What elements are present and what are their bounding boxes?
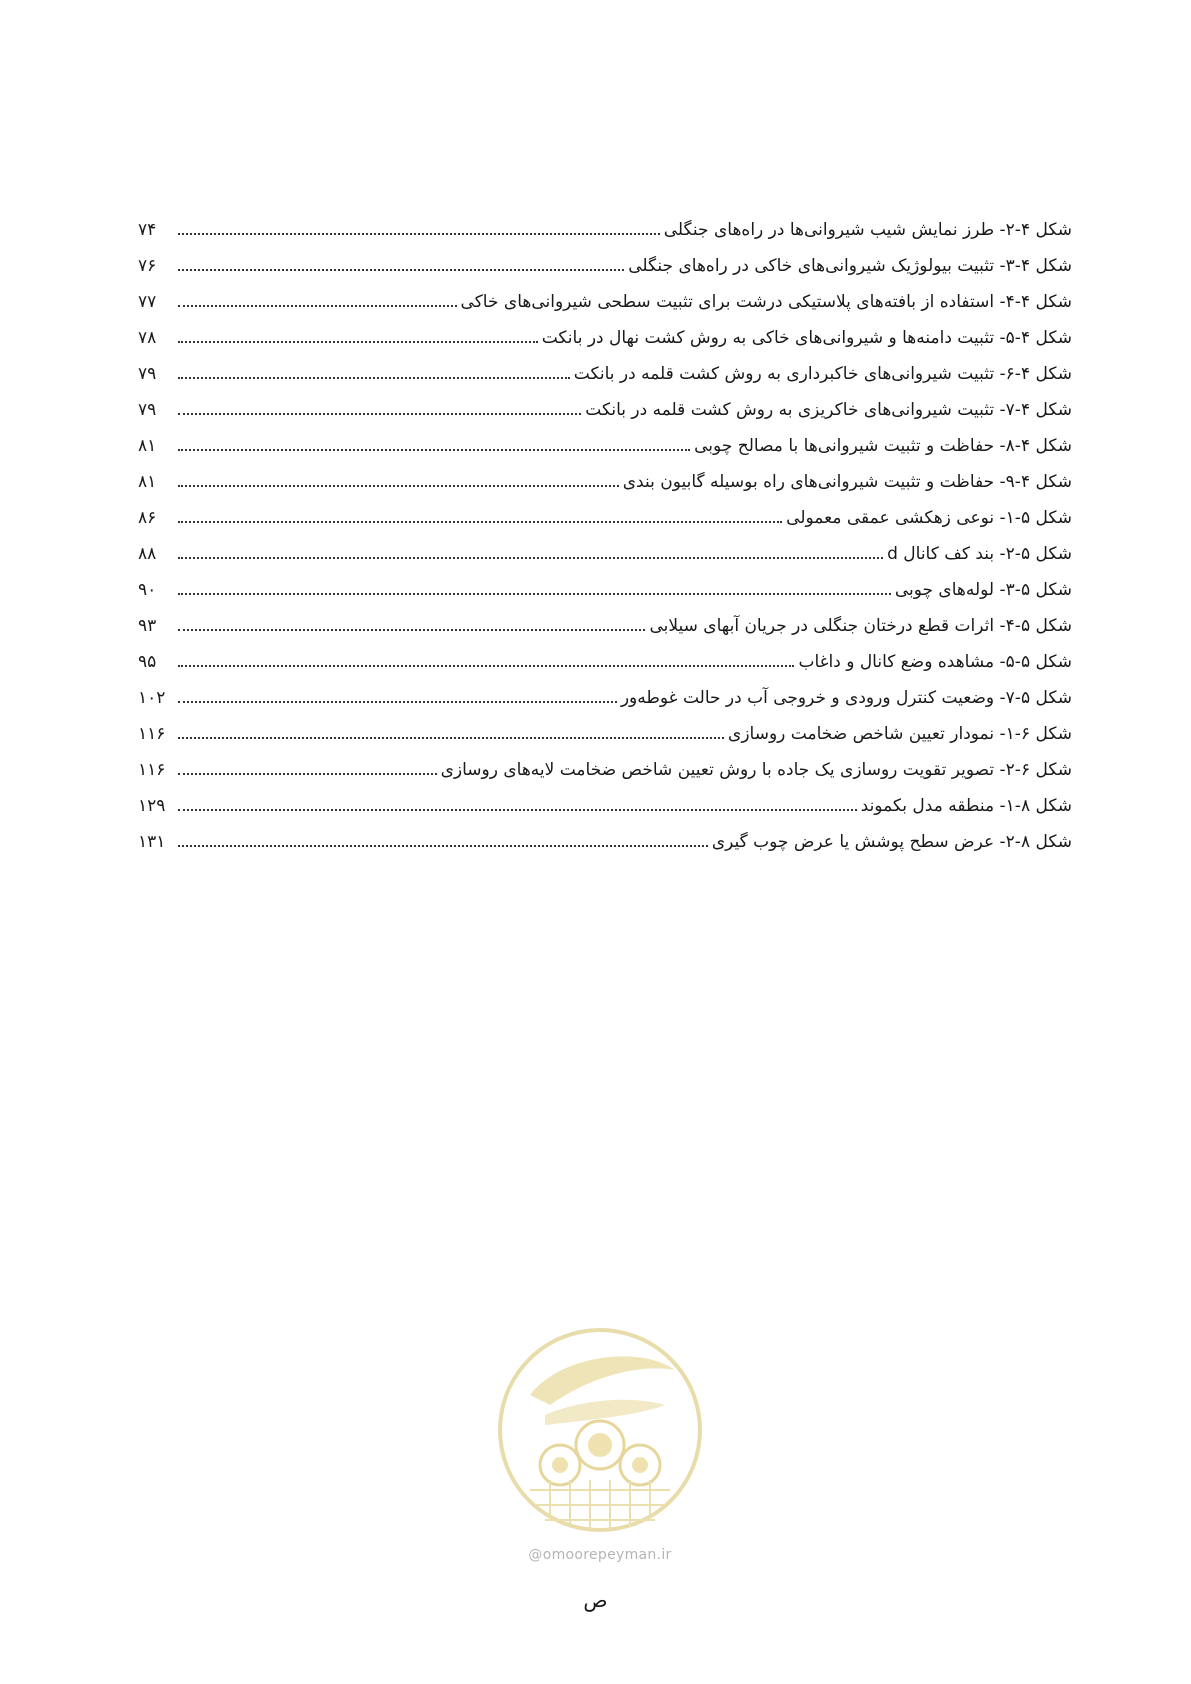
toc-entry-caption: شکل ۵-۲- بند کف کانال d (887, 544, 1072, 564)
dot-leader (178, 701, 617, 703)
toc-entry (138, 824, 1072, 860)
toc-entry-page: ۹۵ (138, 652, 157, 672)
toc-entry-caption: شکل ۴-۴- استفاده از بافته‌های پلاستیکی درشت برای تثبیت سطحی شیروانی‌های خاکی (460, 292, 1072, 312)
page-number: ص (583, 1588, 608, 1612)
toc-entry-page: ۸۶ (138, 508, 157, 528)
toc-entry-caption: شکل ۴-۹- حفاظت و تثبیت شیروانی‌های راه بوسیله گابیون بندی (622, 472, 1072, 492)
toc-entry-caption: شکل ۵-۴- اثرات قطع درختان جنگلی در جریان آبهای سیلابی (649, 616, 1072, 636)
watermark-url: @omoorepeyman.ir (528, 1547, 672, 1563)
dot-leader (178, 665, 794, 667)
toc-entry-page: ۱۱۶ (138, 760, 166, 780)
toc-entry-page: ۷۷ (138, 292, 157, 312)
toc-entry-caption: شکل ۵-۵- مشاهده وضع کانال و داغاب (798, 652, 1072, 672)
dot-leader (178, 773, 437, 775)
toc-entry-caption: شکل ۴-۳- تثبیت بیولوژیک شیروانی‌های خاکی در راه‌های جنگلی (628, 256, 1072, 276)
toc-entry-caption: شکل ۴-۶- تثبیت شیروانی‌های خاکبرداری به روش کشت قلمه در بانکت (573, 364, 1072, 384)
toc-entry (138, 428, 1072, 464)
toc-entry-page: ۸۱ (138, 472, 157, 492)
dot-leader (178, 737, 724, 739)
toc-entry (138, 644, 1072, 680)
dot-leader (178, 341, 538, 343)
toc-entry-page: ۹۳ (138, 616, 157, 636)
toc-entry-page: ۸۱ (138, 436, 157, 456)
dot-leader (178, 413, 581, 415)
toc-entry-caption: شکل ۶-۱- نمودار تعیین شاخص ضخامت روسازی (728, 724, 1072, 744)
dot-leader (178, 305, 457, 307)
toc-entry-page: ۱۲۹ (138, 796, 166, 816)
toc-entry (138, 608, 1072, 644)
toc-entry-page: ۷۹ (138, 400, 157, 420)
dot-leader (178, 233, 660, 235)
omoorepeyman-logo-watermark (490, 1295, 710, 1565)
toc-entry-caption: شکل ۴-۷- تثبیت شیروانی‌های خاکریزی به روش کشت قلمه در بانکت (585, 400, 1072, 420)
toc-entry-caption: شکل ۸-۱- منطقه مدل بکموند (860, 796, 1072, 816)
toc-entry-caption: شکل ۶-۲- تصویر تقویت روسازی یک جاده با روش تعیین شاخص ضخامت لایه‌های روسازی (440, 760, 1072, 780)
toc-entry (138, 284, 1072, 320)
toc-entry-caption: شکل ۴-۵- تثبیت دامنه‌ها و شیروانی‌های خاکی به روش کشت نهال در بانکت (541, 328, 1072, 348)
dot-leader (178, 521, 782, 523)
toc-entry (138, 464, 1072, 500)
toc-entry-caption: شکل ۵-۳- لوله‌های چوبی (894, 580, 1072, 600)
table-of-figures (138, 212, 1072, 860)
toc-entry (138, 536, 1072, 572)
toc-entry (138, 788, 1072, 824)
toc-entry-page: ۷۹ (138, 364, 157, 384)
toc-entry-page: ۷۶ (138, 256, 157, 276)
dot-leader (178, 485, 619, 487)
toc-entry-caption: شکل ۴-۸- حفاظت و تثبیت شیروانی‌ها با مصالح چوبی (694, 436, 1072, 456)
toc-entry-page: ۱۱۶ (138, 724, 166, 744)
toc-entry-page: ۱۰۲ (138, 688, 166, 708)
dot-leader (178, 377, 570, 379)
toc-entry-page: ۹۰ (138, 580, 157, 600)
toc-entry (138, 212, 1072, 248)
toc-entry-page: ۷۸ (138, 328, 157, 348)
toc-entry (138, 716, 1072, 752)
toc-entry (138, 500, 1072, 536)
dot-leader (178, 269, 624, 271)
dot-leader (178, 449, 690, 451)
toc-entry (138, 248, 1072, 284)
dot-leader (178, 629, 645, 631)
dot-leader (178, 845, 708, 847)
toc-entry (138, 392, 1072, 428)
toc-entry (138, 752, 1072, 788)
toc-entry (138, 680, 1072, 716)
dot-leader (178, 593, 891, 595)
toc-entry (138, 572, 1072, 608)
toc-entry-page: ۷۴ (138, 220, 157, 240)
toc-entry-caption: شکل ۵-۱- نوعی زهکشی عمقی معمولی (786, 508, 1072, 528)
toc-entry-caption: شکل ۵-۷- وضعیت کنترل ورودی و خروجی آب در حالت غوطه‌ور (620, 688, 1072, 708)
toc-entry (138, 356, 1072, 392)
toc-entry-page: ۸۸ (138, 544, 157, 564)
toc-entry (138, 320, 1072, 356)
toc-entry-page: ۱۳۱ (138, 832, 166, 852)
dot-leader (178, 557, 883, 559)
toc-entry-caption: شکل ۸-۲- عرض سطح پوشش یا عرض چوب گیری (711, 832, 1072, 852)
dot-leader (178, 809, 857, 811)
toc-entry-caption: شکل ۴-۲- طرز نمایش شیب شیروانی‌ها در راه‌های جنگلی (663, 220, 1072, 240)
